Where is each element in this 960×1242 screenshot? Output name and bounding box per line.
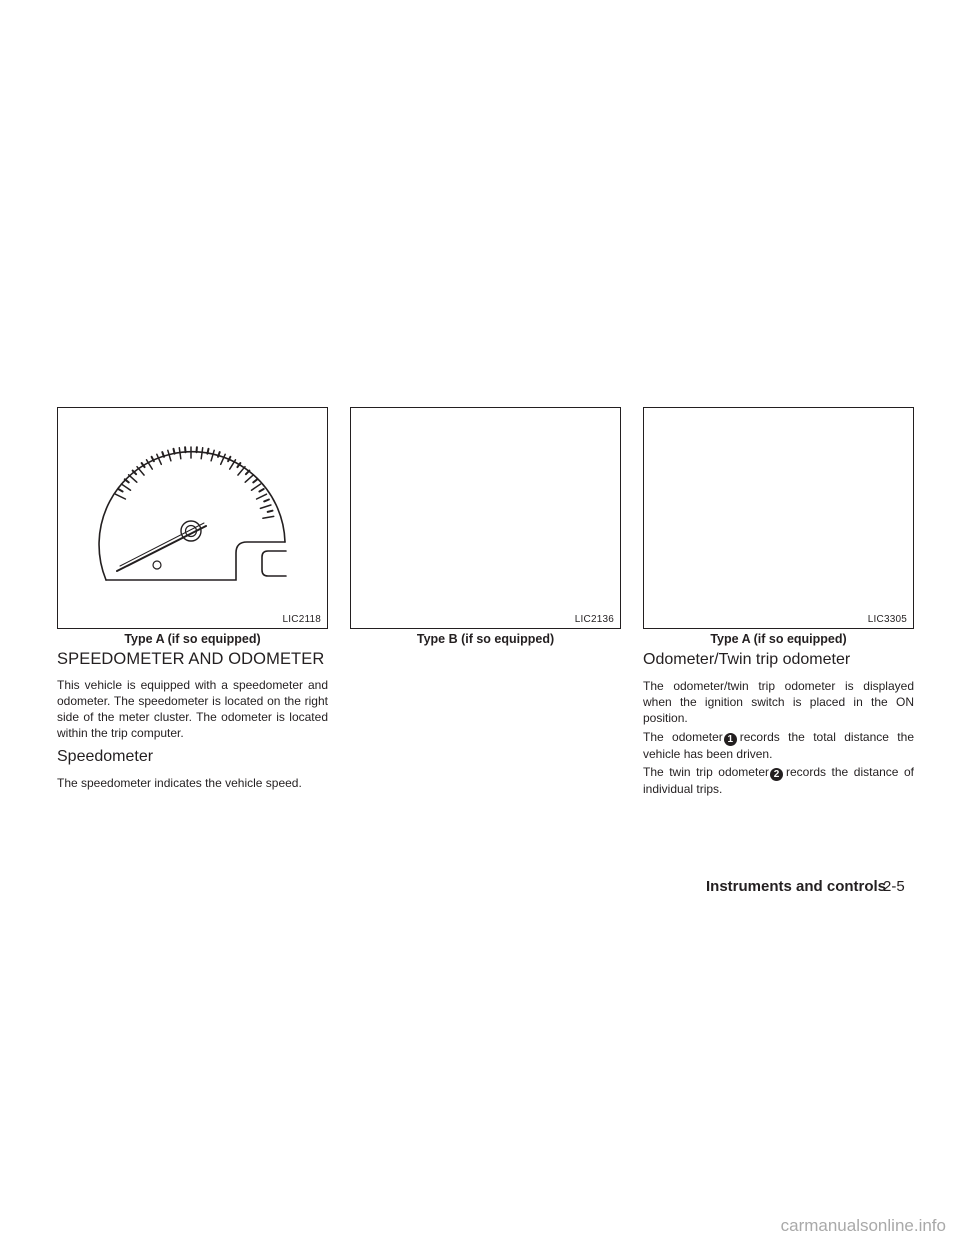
paragraph-text: records the total distance the vehicle has been driven. [643,730,914,761]
speedometer-figure [57,407,328,629]
speedometer-paragraph: The speedometer indicates the vehicle speed. [57,776,302,790]
gauge-display-housing [106,542,285,580]
odometer-heading: Odometer/Twin trip odometer [643,651,851,668]
gauge-major-tick [129,475,137,482]
figure-type-a-odometer [643,407,914,629]
callout-1-icon: 1 [724,733,737,746]
gauge-minor-tick [268,511,273,512]
footer-section-title: Instruments and controls [706,878,887,895]
gauge-minor-tick [118,489,122,492]
gauge-major-tick [260,505,271,508]
gauge-minor-tick [253,479,257,482]
gauge-major-tick [201,448,203,459]
gauge-minor-tick [125,479,129,482]
gauge-major-tick [238,467,245,475]
gauge-major-tick [179,448,181,459]
paragraph-text: The twin trip odometer [643,765,769,779]
figure-code: LIC2118 [282,614,321,625]
gauge-major-tick [116,494,126,499]
paragraph-text: records the distance of individual trips. [643,765,915,796]
watermark: carmanualsonline.info [780,1216,946,1235]
speedometer-heading: Speedometer [57,748,154,765]
figure-caption: Type A (if so equipped) [710,632,847,646]
section-heading: SPEEDOMETER AND ODOMETER [57,650,325,668]
odometer-window [262,551,286,576]
gauge-minor-tick [246,471,250,475]
trip-odometer-paragraph [643,764,914,797]
trip-reset-knob [153,561,161,569]
odometer-total-paragraph [643,729,914,762]
intro-paragraph: This vehicle is equipped with a speedometer and odometer. The speedometer is located on the right side of the meter cluster. The odometer is located within the trip computer. [57,678,328,740]
gauge-minor-tick [259,489,263,492]
gauge-outer-arc [99,452,285,580]
gauge-major-tick [263,516,274,518]
gauge-major-tick [121,484,130,490]
gauge-major-tick [252,484,261,490]
paragraph-text: The odometer [643,730,723,744]
gauge-major-tick [257,494,267,499]
figure-code: LIC3305 [867,614,907,625]
figure-code: LIC2136 [574,614,614,625]
odometer-paragraph: The odometer/twin trip odometer is displayed when the ignition switch is placed in the ON position. [643,679,914,725]
gauge-major-tick [245,475,253,482]
figure-caption: Type A (if so equipped) [124,632,261,646]
gauge-major-tick [157,454,162,464]
page-number: 2-5 [883,878,905,895]
speedometer-illustration [58,408,327,628]
gauge-minor-tick [207,449,208,454]
gauge-minor-tick [264,500,269,502]
gauge-minor-tick [174,449,175,454]
figure-caption: Type B (if so equipped) [416,632,555,646]
gauge-major-tick [211,450,214,461]
callout-2-icon: 2 [770,768,783,781]
figure-type-b [350,407,621,629]
